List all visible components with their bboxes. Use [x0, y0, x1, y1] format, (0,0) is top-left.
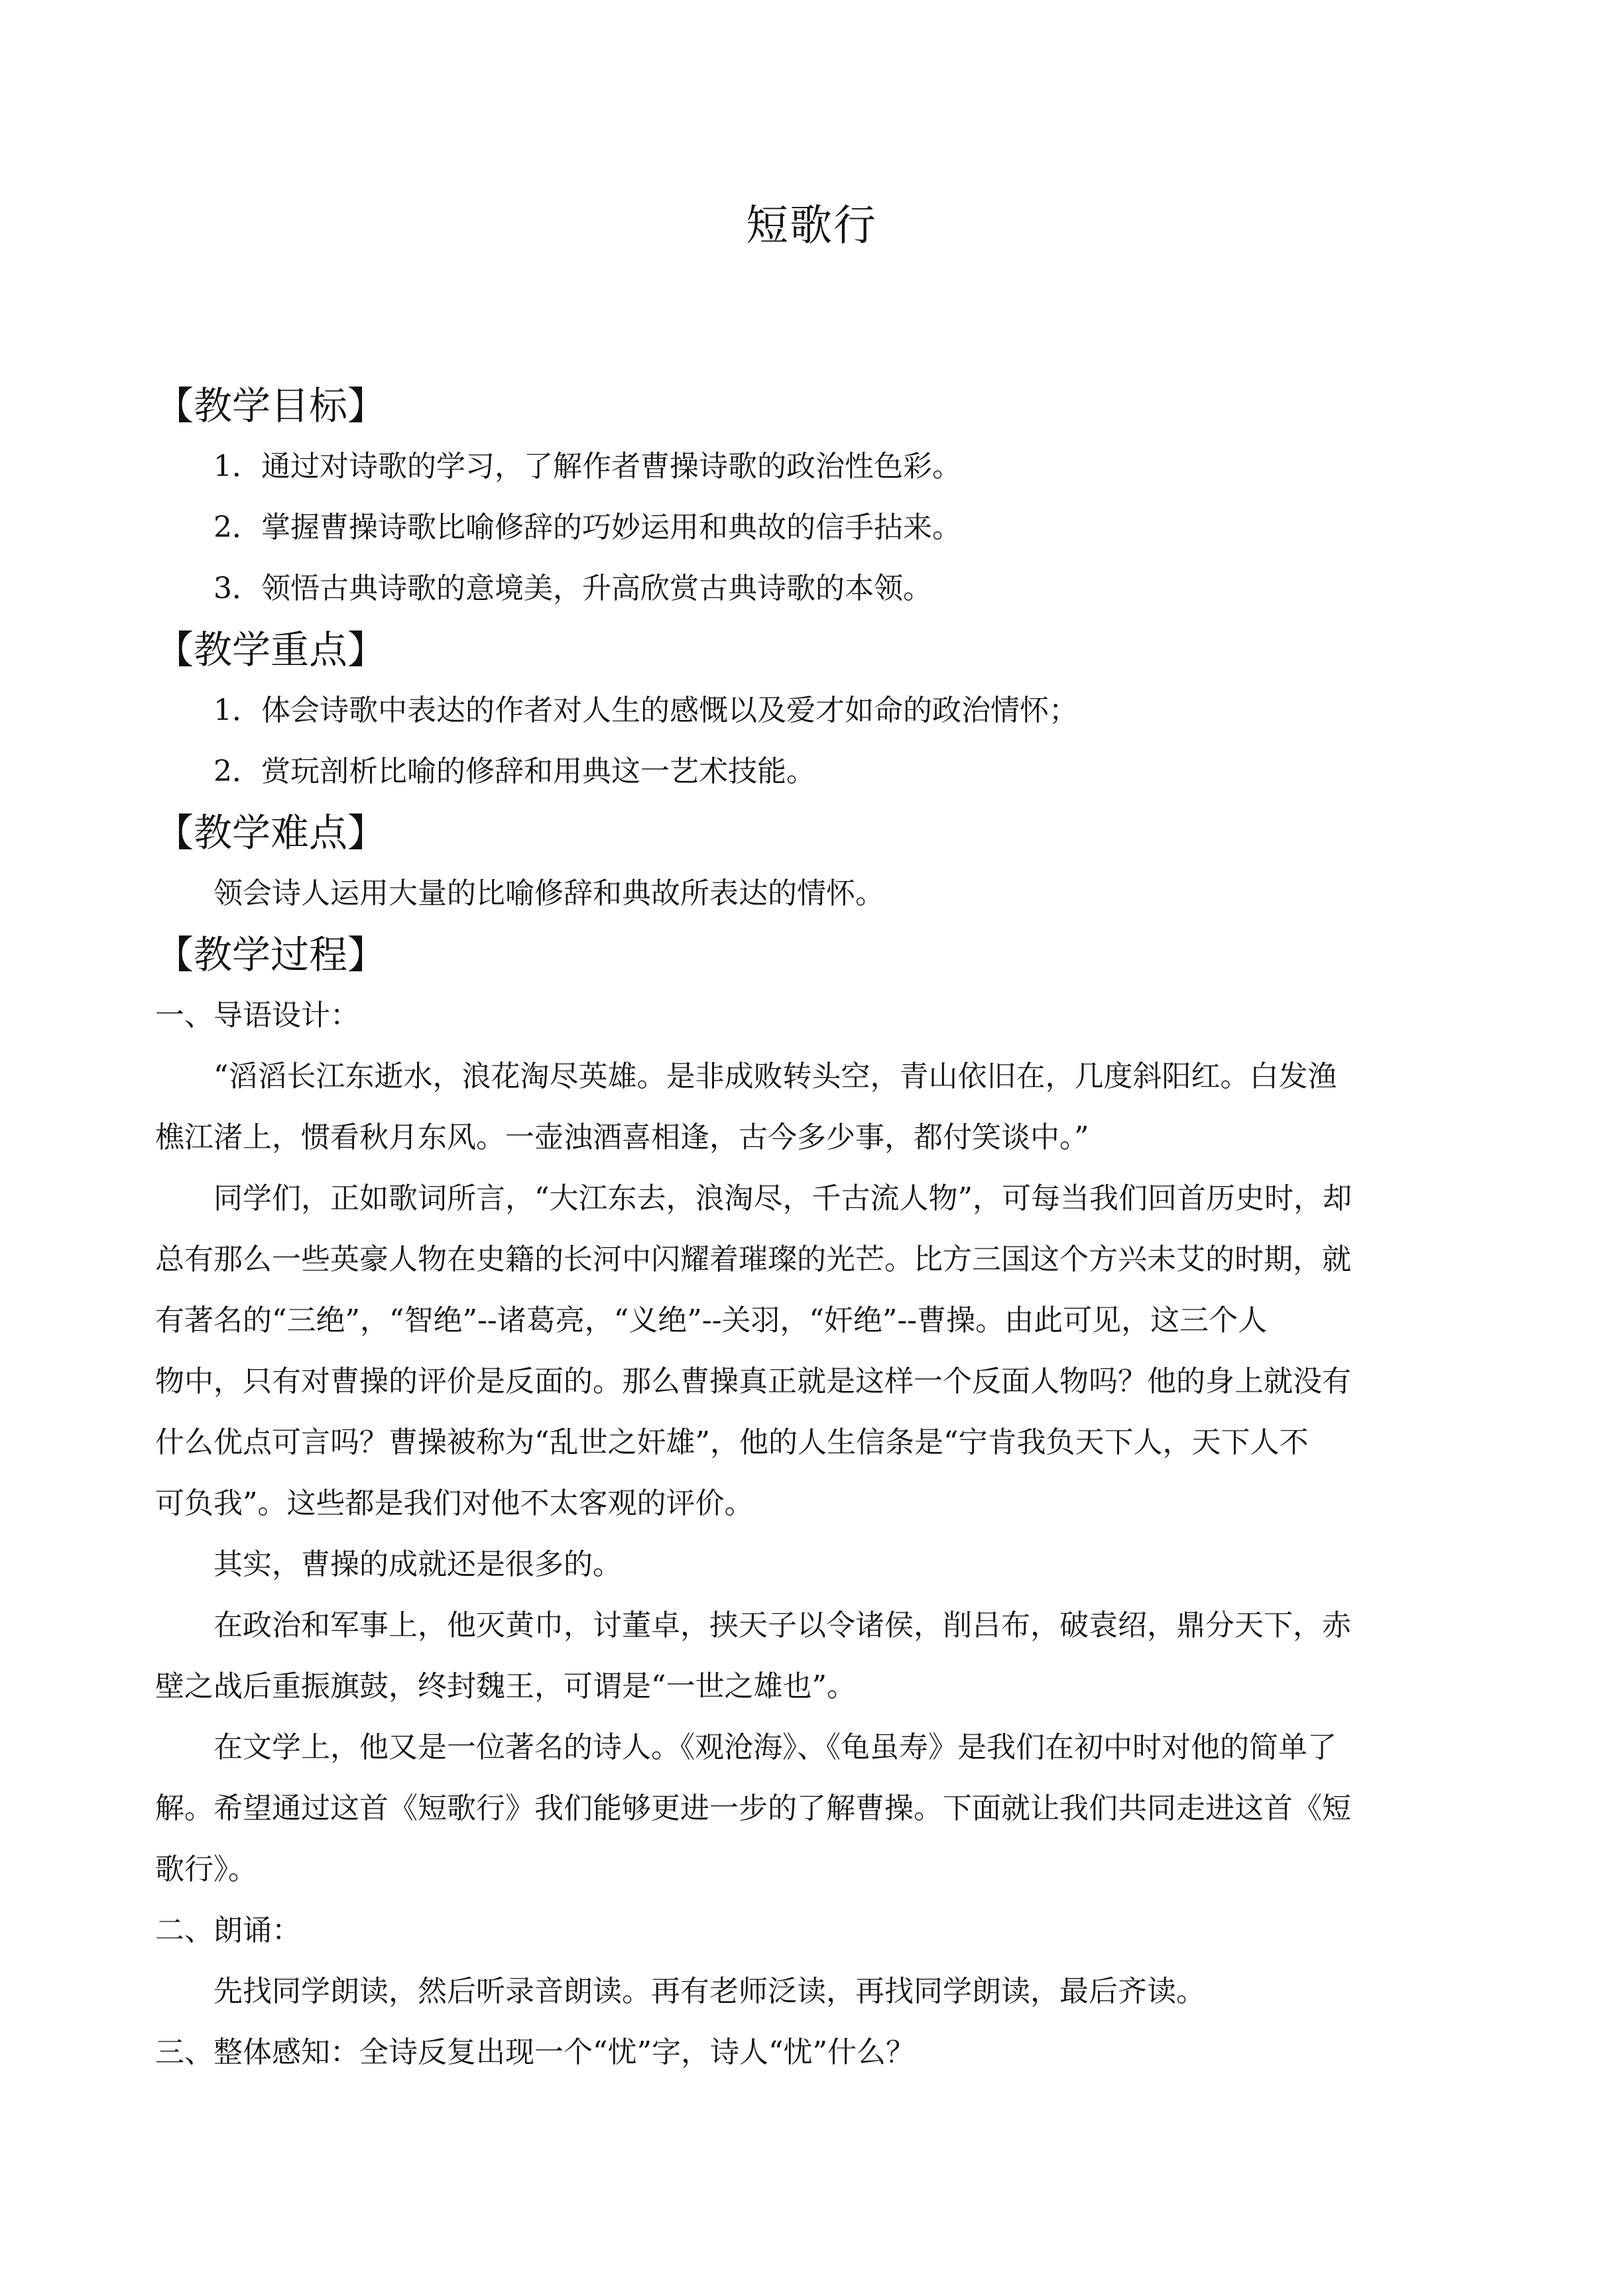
paragraph-line: 有著名的“三绝”，“智绝”--诸葛亮，“义绝”--关羽，“奸绝”--曹操。由此可见，这三个人 [155, 1303, 1268, 1337]
paragraph-line: 壁之战后重振旗鼓，终封魏王，可谓是“一世之雄也”。 [155, 1669, 856, 1703]
paragraph-line: 解。希望通过这首《短歌行》我们能够更进一步的了解曹操。下面就让我们共同走进这首《短 [155, 1791, 1351, 1825]
key-point-item: 2．赏玩剖析比喻的修辞和用典这一艺术技能。 [213, 755, 815, 788]
section-heading-key-points: 【教学重点】 [155, 627, 387, 672]
paragraph-line: 先找同学朗读，然后听录音朗读。再有老师泛读，再找同学朗读，最后齐读。 [213, 1974, 1205, 2008]
page-title: 短歌行 [746, 202, 877, 251]
perception-title: 三、整体感知：全诗反复出现一个“忧”字，诗人“忧”什么？ [155, 2035, 915, 2069]
section-heading-process: 【教学过程】 [155, 932, 387, 977]
paragraph-line: 总有那么一些英豪人物在史籍的长河中闪耀着璀璨的光芒。比方三国这个方兴未艾的时期，就 [155, 1242, 1351, 1276]
document-body [155, 375, 1486, 2083]
intro-paragraph-achievements [155, 1534, 1486, 1595]
intro-paragraph-politics [155, 1595, 1486, 1717]
difficulty-item: 领会诗人运用大量的比喻修辞和典故所表达的情怀。 [213, 876, 884, 910]
paragraph-line: 物中，只有对曹操的评价是反面的。那么曹操真正就是这样一个反面人物吗？他的身上就没有 [155, 1364, 1351, 1398]
paragraph-line: 其实，曹操的成就还是很多的。 [213, 1547, 622, 1581]
paragraph-line: 在政治和军事上，他灭黄巾，讨董卓，挟天子以令诸侯，削吕布，破袁绍，鼎分天下，赤 [213, 1608, 1351, 1642]
section-heading-difficulties: 【教学难点】 [155, 810, 387, 855]
paragraph-line: “滔滔长江东逝水，浪花淘尽英雄。是非成败转头空，青山依旧在，几度斜阳红。白发渔 [213, 1059, 1337, 1093]
paragraph-line: 同学们，正如歌词所言，“大江东去，浪淘尽，千古流人物”，可每当我们回首历史时，却 [213, 1181, 1352, 1215]
paragraph-line: 什么优点可言吗？曹操被称为“乱世之奸雄”，他的人生信条是“宁肯我负天下人，天下人不 [155, 1425, 1309, 1459]
paragraph-line: 可负我”。这些都是我们对他不太客观的评价。 [155, 1486, 754, 1520]
objective-item: 3．领悟古典诗歌的意境美，升高欣赏古典诗歌的本领。 [213, 572, 932, 605]
objective-item: 1．通过对诗歌的学习，了解作者曹操诗歌的政治性色彩。 [213, 450, 961, 483]
key-point-item: 1．体会诗歌中表达的作者对人生的感慨以及爱才如命的政治情怀； [213, 694, 1078, 727]
intro-paragraph-history [155, 1168, 1486, 1534]
objective-item: 2．掌握曹操诗歌比喻修辞的巧妙运用和典故的信手拈来。 [213, 511, 961, 544]
paragraph-line: 歌行》。 [155, 1852, 257, 1886]
reading-title: 二、朗诵： [155, 1913, 301, 1947]
section-heading-objectives: 【教学目标】 [155, 383, 387, 428]
intro-paragraph-literature [155, 1717, 1486, 1900]
intro-title: 一、导语设计： [155, 998, 359, 1032]
reading-paragraph [155, 1961, 1486, 2022]
paragraph-line: 在文学上，他又是一位著名的诗人。《观沧海》、《龟虽寿》是我们在初中时对他的简单了 [213, 1730, 1337, 1764]
intro-paragraph-poem [155, 1046, 1486, 1168]
paragraph-line: 樵江渚上，惯看秋月东风。一壶浊酒喜相逢，古今多少事，都付笑谈中。” [155, 1120, 1089, 1154]
